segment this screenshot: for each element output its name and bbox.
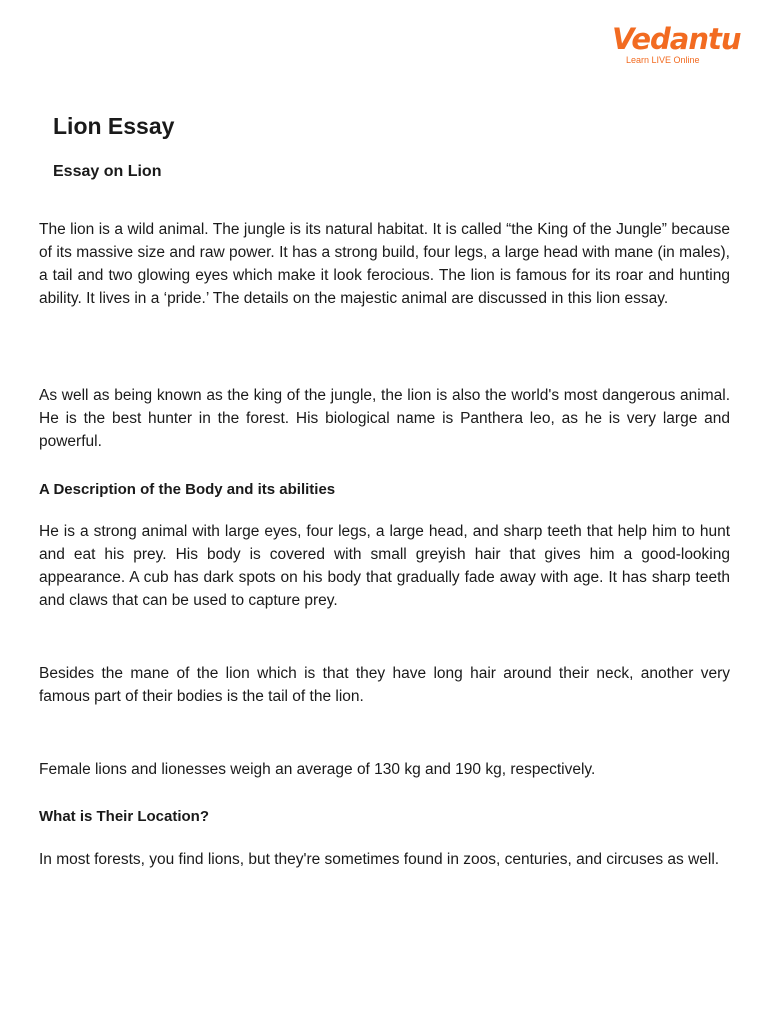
page-subtitle: Essay on Lion: [53, 163, 162, 180]
paragraph-body-description: He is a strong animal with large eyes, four legs, a large head, and sharp teeth that help him to hunt and eat his prey. His body is covered with small greyish hair that gives him a good-looking appearance. A cub has dark spots on his body that gradually fade away with age. It has sharp teeth and claws that can be used to capture prey.: [39, 523, 730, 609]
paragraph-intro: The lion is a wild animal. The jungle is its natural habitat. It is called “the King of the Jungle” because of its massive size and raw power. It has a strong build, four legs, a large head with mane (in males), a tail and two glowing eyes which make it look ferocious. The lion is famous for its roar and hunting ability. It lives in a ‘pride.’ The details on the majestic animal are discussed in this lion essay.: [39, 221, 730, 307]
paragraph-location: In most forests, you find lions, but they're sometimes found in zoos, centuries, and circuses as well.: [39, 851, 720, 868]
logo-wordmark: Vedantu: [612, 22, 741, 56]
section-heading-body: A Description of the Body and its abilities: [39, 481, 336, 498]
paragraph-mane-tail: Besides the mane of the lion which is that they have long hair around their neck, another very famous part of their bodies is the tail of the lion.: [39, 665, 730, 705]
vedantu-logo: [612, 22, 741, 65]
logo-tagline: Learn LIVE Online: [626, 55, 700, 65]
page-title: Lion Essay: [53, 113, 175, 139]
paragraph-weight: Female lions and lionesses weigh an average of 130 kg and 190 kg, respectively.: [39, 761, 596, 778]
paragraph-king-of-jungle: As well as being known as the king of the jungle, the lion is also the world's most dangerous animal. He is the best hunter in the forest. His biological name is Panthera leo, as he is very large and powerful.: [39, 387, 730, 450]
section-heading-location: What is Their Location?: [39, 808, 210, 825]
